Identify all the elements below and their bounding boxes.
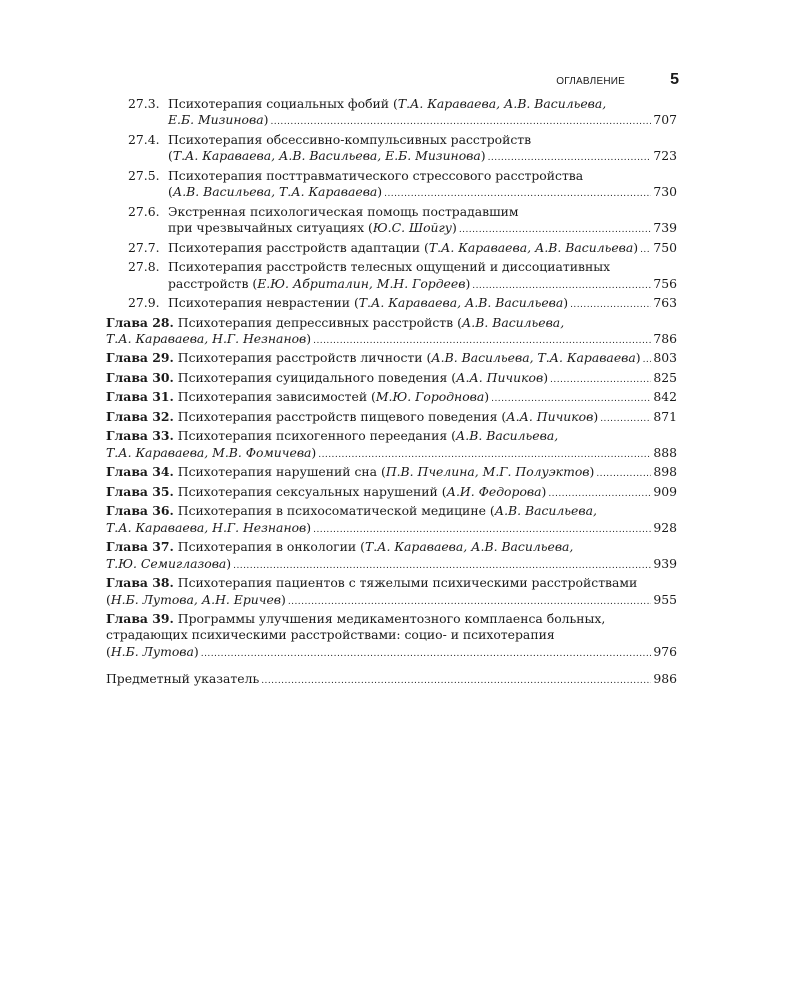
section-number: 27.4.: [128, 131, 160, 147]
entry-line: [168, 168, 677, 184]
entry-last-text: [106, 350, 641, 366]
entry-line: [168, 259, 677, 275]
chapter-label: Глава 30.: [106, 369, 174, 385]
chapter-label: Глава 36.: [106, 503, 174, 519]
chapter-label: Глава 35.: [106, 483, 174, 499]
entry-last-line: [106, 671, 677, 689]
entry-title-text: Психотерапия расстройств пищевого поведения (: [177, 408, 507, 424]
entry-last-line: [106, 389, 677, 407]
entry-title-text: Психотерапия пациентов с тяжелыми психическими расстройствами: [177, 575, 638, 591]
dot-leader: [313, 331, 651, 349]
entry-title-text: Психотерапия сексуальных нарушений (: [177, 483, 447, 499]
entry-authors: А.А. Пичиков: [506, 408, 594, 424]
entry-title-text: ): [226, 555, 232, 571]
page-ref: 707: [653, 112, 677, 128]
entry-title-text: Психотерапия в психосоматической медицине (: [177, 503, 495, 519]
entry-last-text: [168, 220, 457, 236]
entry-title-text: Психотерапия неврастении (: [168, 295, 359, 311]
page-ref: 786: [653, 330, 677, 346]
entry-title-text: ): [541, 483, 547, 499]
entry-last-text: [106, 520, 311, 536]
entry-line: [168, 132, 677, 148]
page-ref: 739: [653, 220, 677, 236]
entry-title-text: ): [281, 591, 286, 607]
page-ref: 871: [653, 408, 677, 424]
entry-title-text: ): [480, 148, 486, 164]
dot-leader: [472, 276, 651, 294]
section-number: 27.3.: [128, 96, 160, 111]
chapter-label: Глава 29.: [106, 350, 174, 366]
dot-leader: [459, 220, 652, 238]
section-number: 27.8.: [128, 259, 160, 275]
page-ref: 898: [653, 464, 677, 480]
page-ref: 763: [653, 295, 677, 311]
entry-authors: Т.А. Караваева, А.В. Васильева,: [397, 96, 607, 111]
entry-last-text: [168, 295, 568, 311]
entry-last-text: [168, 240, 638, 256]
entry-title-text: Психотерапия психогенного переедания (: [177, 428, 456, 444]
entry-last-line: [106, 592, 677, 610]
entry-authors: М.Ю. Городнова: [375, 389, 485, 405]
chapter-label: Глава 38.: [106, 575, 174, 591]
entry-title-text: Психотерапия посттравматического стрессового расстройства: [168, 167, 584, 183]
entry-authors: Т.А. Караваева, А.В. Васильева, Е.Б. Мизинова: [172, 148, 481, 164]
dot-leader: [596, 464, 651, 482]
entry-last-text: [106, 644, 199, 660]
page-ref: 756: [653, 275, 677, 291]
page-ref: 955: [653, 591, 677, 607]
entry-last-text: [106, 370, 548, 386]
entry-last-text: [106, 389, 489, 405]
entry-last-text: [168, 148, 486, 164]
entry-last-line: [106, 445, 677, 463]
chapter-label: Глава 28.: [106, 314, 174, 330]
dot-leader: [270, 112, 651, 130]
entry-title-text: Психотерапия расстройств личности (: [177, 350, 432, 366]
entry-title-text: страдающих психическими расстройствами: социо- и психотерапия: [106, 627, 555, 643]
entry-authors: Т.А. Караваева, Н.Г. Незнанов: [106, 519, 307, 535]
entry-last-line: [168, 276, 677, 294]
entry-title-text: расстройств (: [168, 275, 258, 291]
entry-authors: Н.Б. Лутова, А.Н. Еричев: [110, 591, 281, 607]
entry-authors: А.И. Федорова: [446, 483, 542, 499]
entry-title-text: Психотерапия депрессивных расстройств (: [177, 314, 462, 330]
chapter-entry: [106, 428, 677, 463]
entry-authors: Т.А. Караваева, А.В. Васильева: [358, 295, 564, 311]
entry-title-text: ): [451, 220, 457, 236]
entry-title-text: Психотерапия зависимостей (: [177, 389, 376, 405]
dot-leader: [288, 592, 652, 610]
section-entry: [106, 204, 677, 239]
entry-last-line: [106, 644, 677, 662]
entry-title-text: ): [306, 519, 312, 535]
entry-last-line: [168, 220, 677, 238]
section-number: 27.9.: [128, 295, 160, 311]
chapter-entry: [106, 409, 677, 427]
entry-title-text: ): [306, 330, 312, 346]
entry-title-text: Психотерапия нарушений сна (: [177, 464, 386, 480]
dot-leader: [640, 240, 651, 258]
entry-title-text: ): [263, 112, 269, 128]
entry-title-text: (: [168, 184, 173, 200]
section-number: 27.6.: [128, 203, 160, 219]
entry-line: [168, 204, 677, 220]
page-number: 5: [670, 71, 679, 88]
entry-authors: Е.Ю. Абриталин, М.Н. Гордеев: [257, 275, 466, 291]
entry-last-text: [106, 556, 231, 572]
entry-last-text: [168, 276, 470, 292]
entry-authors: А.В. Васильева, Т.А. Караваева: [172, 184, 378, 200]
chapter-label: Глава 34.: [106, 464, 174, 480]
chapter-label: Глава 33.: [106, 428, 174, 444]
section-entry: [106, 168, 677, 203]
running-head-title: ОГЛАВЛЕНИЕ: [556, 76, 625, 87]
chapter-entry: [106, 575, 677, 610]
dot-leader: [491, 389, 651, 407]
entry-authors: Т.А. Караваева, А.В. Васильева,: [364, 539, 574, 555]
section-entry: [106, 240, 677, 258]
entry-authors: Е.Б. Мизинова: [168, 112, 264, 128]
page-ref: 825: [653, 369, 677, 385]
entry-last-line: [106, 350, 677, 368]
entry-title-text: Психотерапия социальных фобий (: [168, 96, 398, 111]
chapter-label: Глава 31.: [106, 389, 174, 405]
chapter-entry: [106, 484, 677, 502]
entry-last-line: [106, 409, 677, 427]
page-ref: 842: [653, 389, 677, 405]
entry-line: [106, 428, 677, 444]
entry-title-text: ): [633, 239, 639, 255]
page-ref: 939: [653, 555, 677, 571]
index-entry: [106, 671, 677, 689]
chapter-entry: [106, 370, 677, 388]
dot-leader: [600, 409, 651, 427]
entry-last-text: [168, 184, 382, 200]
entry-authors: А.В. Васильева,: [455, 428, 559, 444]
entry-last-line: [106, 556, 677, 574]
dot-leader: [201, 644, 652, 662]
chapter-entry: [106, 464, 677, 482]
entry-authors: П.В. Пчелина, М.Г. Полуэктов: [385, 464, 590, 480]
entry-title-text: ): [465, 275, 471, 291]
entry-title-text: ): [377, 184, 383, 200]
entry-authors: Н.Б. Лутова: [110, 643, 194, 659]
entry-authors: Т.Ю. Семиглазова: [106, 555, 227, 571]
entry-last-line: [106, 331, 677, 349]
entry-title-text: (: [106, 643, 111, 659]
table-of-contents: [106, 96, 677, 691]
chapter-entry: [106, 389, 677, 407]
entry-last-text: [106, 592, 286, 608]
entry-title-text: при чрезвычайных ситуациях (: [168, 220, 373, 236]
entry-authors: А.В. Васильева, Т.А. Караваева: [431, 350, 636, 366]
entry-authors: А.А. Пичиков: [456, 369, 544, 385]
entry-last-line: [168, 148, 677, 166]
dot-leader: [318, 445, 651, 463]
entry-last-line: [168, 112, 677, 130]
chapter-entry: [106, 611, 677, 662]
entry-last-text: [106, 464, 594, 480]
entry-title-text: Программы улучшения медикаментозного комплаенса больных,: [177, 611, 606, 627]
entry-line: [106, 575, 677, 591]
page-ref: 888: [653, 444, 677, 460]
entry-title-text: Психотерапия расстройств адаптации (: [168, 239, 429, 255]
section-entry: [106, 259, 677, 294]
entry-last-text: [106, 331, 311, 347]
entry-last-line: [168, 184, 677, 202]
entry-last-text: [106, 409, 598, 425]
entry-title-text: Психотерапия суицидального поведения (: [177, 369, 457, 385]
entry-authors: А.В. Васильева,: [494, 503, 597, 519]
entry-authors: Т.А. Караваева, М.В. Фомичева: [106, 444, 312, 460]
entry-title-text: (: [106, 591, 111, 607]
section-entry: [106, 96, 677, 131]
page-ref: 803: [653, 350, 677, 366]
page-ref: 909: [653, 483, 677, 499]
dot-leader: [550, 370, 651, 388]
entry-title-text: ): [193, 643, 199, 659]
entry-last-line: [168, 295, 677, 313]
entry-title-text: Экстренная психологическая помощь пострадавшим: [168, 203, 519, 219]
section-entry: [106, 132, 677, 167]
entry-line: [106, 503, 677, 519]
page-ref: 928: [653, 519, 677, 535]
page-ref: 723: [653, 148, 677, 164]
entry-line: [168, 96, 677, 112]
entry-last-text: [106, 445, 316, 461]
dot-leader: [548, 484, 651, 502]
entry-title-text: ): [543, 369, 549, 385]
chapter-label: Глава 37.: [106, 539, 174, 555]
entry-line: [106, 315, 677, 331]
dot-leader: [643, 350, 652, 368]
section-number: 27.7.: [128, 239, 160, 255]
entry-title-text: ): [593, 408, 599, 424]
entry-title-text: ): [563, 295, 569, 311]
entry-title-text: Психотерапия расстройств телесных ощущений и диссоциативных: [168, 259, 611, 275]
entry-last-line: [106, 520, 677, 538]
section-entry: [106, 295, 677, 313]
entry-title-text: ): [635, 350, 641, 366]
entry-authors: Т.А. Караваева, А.В. Васильева: [428, 239, 634, 255]
running-header: [0, 72, 681, 92]
entry-line: [106, 539, 677, 555]
page-ref: 986: [653, 671, 677, 687]
entry-last-text: [168, 112, 268, 128]
dot-leader: [313, 520, 651, 538]
entry-authors: Т.А. Караваева, Н.Г. Незнанов: [106, 330, 307, 346]
dot-leader: [233, 556, 651, 574]
page-ref: 976: [653, 643, 677, 659]
entry-last-line: [106, 484, 677, 502]
dot-leader: [570, 295, 651, 313]
entry-last-text: [106, 671, 259, 687]
entry-last-line: [106, 370, 677, 388]
entry-last-line: [106, 464, 677, 482]
chapter-entry: [106, 503, 677, 538]
entry-title-text: (: [168, 148, 173, 164]
entry-last-text: [106, 484, 546, 500]
page-ref: 730: [653, 184, 677, 200]
entry-line: [106, 611, 677, 627]
entry-last-line: [168, 240, 677, 258]
chapter-entry: [106, 315, 677, 350]
entry-title-text: ): [589, 464, 595, 480]
entry-line: [106, 627, 677, 643]
dot-leader: [261, 671, 651, 689]
entry-title-text: Предметный указатель: [106, 671, 260, 687]
entry-title-text: ): [484, 389, 490, 405]
dot-leader: [488, 148, 652, 166]
page-ref: 750: [653, 239, 677, 255]
entry-title-text: Психотерапия обсессивно-компульсивных расстройств: [168, 131, 532, 147]
entry-title-text: ): [311, 444, 317, 460]
entry-authors: А.В. Васильева,: [461, 314, 565, 330]
chapter-label: Глава 39.: [106, 611, 174, 627]
chapter-entry: [106, 350, 677, 368]
chapter-entry: [106, 539, 677, 574]
dot-leader: [384, 184, 651, 202]
section-number: 27.5.: [128, 167, 160, 183]
chapter-label: Глава 32.: [106, 408, 174, 424]
entry-authors: Ю.С. Шойгу: [372, 220, 452, 236]
entry-title-text: Психотерапия в онкологии (: [177, 539, 365, 555]
